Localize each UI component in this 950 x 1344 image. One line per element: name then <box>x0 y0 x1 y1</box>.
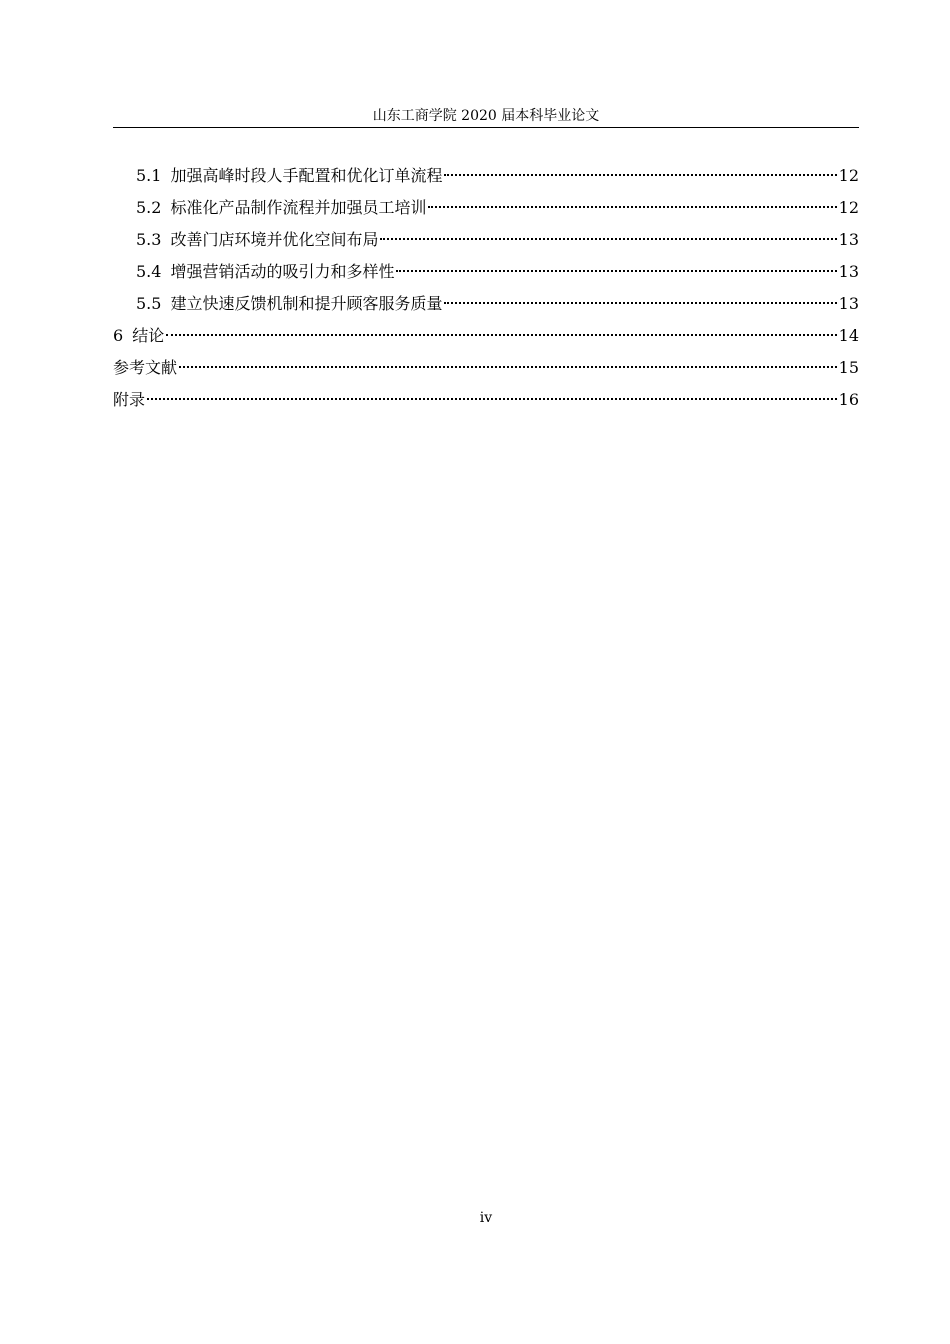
toc-entry-title: 标准化产品制作流程并加强员工培训 <box>170 198 427 217</box>
table-of-contents <box>113 157 859 413</box>
toc-entry-5-4[interactable] <box>113 253 859 285</box>
toc-entry-page: 13 <box>838 262 859 281</box>
running-header: 山东工商学院 2020 届本科毕业论文 <box>372 108 600 124</box>
toc-entry-number: 5.5 <box>136 294 162 313</box>
toc-entry-title: 增强营销活动的吸引力和多样性 <box>170 262 395 281</box>
toc-entry-number: 5.1 <box>136 166 162 185</box>
toc-dot-leader <box>166 317 836 341</box>
toc-entry-number: 5.2 <box>136 198 162 217</box>
toc-entry-6[interactable] <box>113 317 859 349</box>
toc-entry-5-2[interactable] <box>113 189 859 221</box>
toc-dot-leader <box>380 221 836 245</box>
toc-entry-number: 5.3 <box>136 230 162 249</box>
toc-entry-5-1[interactable] <box>113 157 859 189</box>
toc-entry-page: 16 <box>838 390 859 409</box>
toc-entry-page: 12 <box>838 198 859 217</box>
toc-dot-leader <box>428 189 836 213</box>
toc-entry-title: 建立快速反馈机制和提升顾客服务质量 <box>170 294 443 313</box>
toc-entry-title: 改善门店环境并优化空间布局 <box>170 230 379 249</box>
toc-entry-references[interactable] <box>113 349 859 381</box>
page-number: iv <box>479 1210 493 1226</box>
toc-entry-appendix[interactable] <box>113 381 859 413</box>
toc-entry-page: 13 <box>838 230 859 249</box>
toc-entry-number: 5.4 <box>136 262 162 281</box>
toc-dot-leader <box>147 381 837 405</box>
toc-dot-leader <box>396 253 836 277</box>
toc-dot-leader <box>444 285 836 309</box>
toc-entry-5-5[interactable] <box>113 285 859 317</box>
toc-entry-page: 13 <box>838 294 859 313</box>
toc-dot-leader <box>444 157 836 181</box>
toc-entry-5-3[interactable] <box>113 221 859 253</box>
toc-entry-page: 15 <box>838 358 859 377</box>
toc-entry-title: 结论 <box>132 326 165 345</box>
toc-entry-title: 附录 <box>113 390 146 409</box>
toc-entry-page: 14 <box>838 326 859 345</box>
toc-dot-leader <box>179 349 837 373</box>
header-rule <box>113 127 859 128</box>
toc-entry-page: 12 <box>838 166 859 185</box>
toc-entry-number: 6 <box>113 326 124 345</box>
toc-entry-title: 参考文献 <box>113 358 178 377</box>
toc-entry-title: 加强高峰时段人手配置和优化订单流程 <box>170 166 443 185</box>
